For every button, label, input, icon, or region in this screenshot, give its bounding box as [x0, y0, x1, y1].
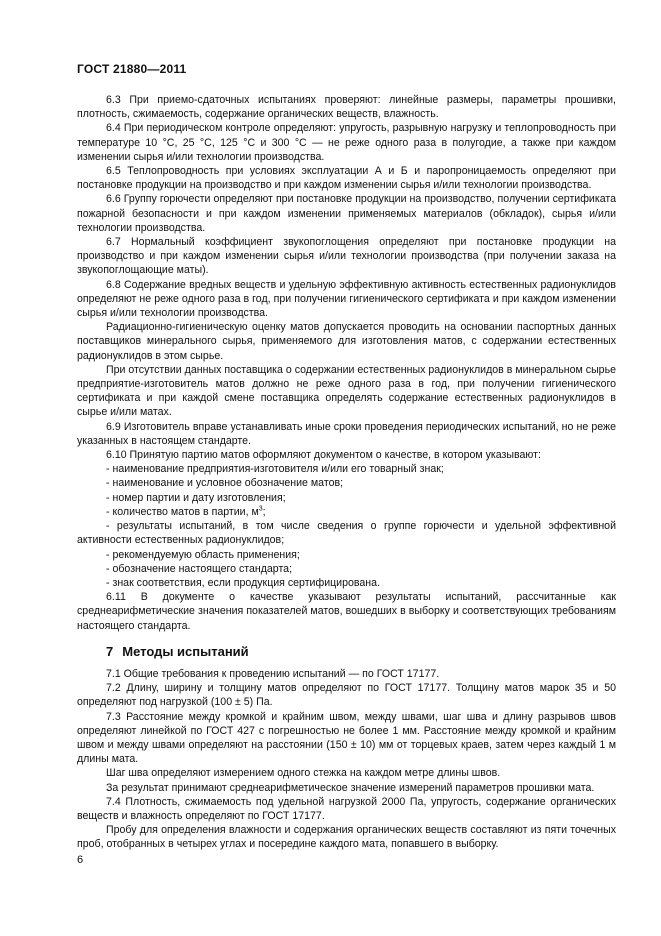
document-header: ГОСТ 21880—2011 — [77, 62, 187, 76]
list-item: - наименование и условное обозначение матов; — [106, 477, 344, 490]
quantity-superscript: 3 — [258, 505, 263, 513]
paragraph-7-2: 7.2 Длину, ширину и толщину матов определяют по ГОСТ 17177. Толщину матов марок 35 и 50 определяют под нагрузкой (100 ± 5) Па. — [77, 682, 616, 709]
paragraph-6-6: 6.6 Группу горючести определяют при постановке продукции на производство, получении сертификата пожарной безопасности и при каждом изменении применяемых материалов (обкладок), сырья и/или технологии производства. — [77, 193, 616, 234]
section-number: 7 — [106, 643, 114, 659]
list-item: - рекомендуемую область применения; — [106, 548, 300, 561]
paragraph-supplier-data: При отсутствии данных поставщика о содержании естественных радионуклидов в минеральном сырье предприятие-изготовитель матов должно не реже одного раза в год, при получении гигиенического сертификата и при каждой смене поставщика определять содержание естественных радионуклидов в сырье и/или матах. — [77, 363, 616, 419]
paragraph-6-10: 6.10 Принятую партию матов оформляют документом о качестве, в котором указывают: — [106, 449, 541, 462]
paragraph-result: За результат принимают среднеарифметическое значение измерений параметров прошивки мата. — [106, 781, 595, 794]
section-7-heading — [77, 645, 616, 659]
paragraph-6-9: 6.9 Изготовитель вправе устанавливать иные сроки проведения периодических испытаний, но не реже указанных в настоящем стандарте. — [77, 420, 616, 447]
paragraph-radiation-assessment: Радиационно-гигиеническую оценку матов допускается проводить на основании паспортных данных поставщиков минерального сырья, применяемого для изготовления матов, с содержании естественных радионуклидов в этом сырье. — [77, 321, 616, 362]
quantity-text: - количество матов в партии, м — [106, 505, 259, 518]
list-item: - знак соответствия, если продукция сертифицирована. — [106, 576, 380, 589]
paragraph-seam-step: Шаг шва определяют измерением одного стежка на каждом метре длины швов. — [106, 767, 501, 780]
paragraph-7-3: 7.3 Расстояние между кромкой и крайним швом, между швами, шаг шва и длину разрывов швов определяют линейкой по ГОСТ 427 с погрешностью не более 1 мм. Расстояние между кромкой и крайним швом и между швами определяют на расстоянии (150 ± 10) мм от торцевых краев, затем через каждый 1 м длины мата. — [77, 710, 616, 766]
paragraph-6-5: 6.5 Теплопроводность при условиях эксплуатации А и Б и паропроницаемость определяют при постановке продукции на производство и при каждом изменении сырья и/или технологии производства. — [77, 165, 616, 192]
list-item-quantity — [77, 505, 616, 519]
paragraph-6-7: 6.7 Нормальный коэффициент звукопоглощения определяют при постановке продукции на производство и при каждом изменении сырья и/или технологии производства (при получении заказа на звукопоглощающие маты). — [77, 236, 616, 277]
page-number: 6 — [77, 854, 84, 866]
paragraph-6-8: 6.8 Содержание вредных веществ и удельную эффективную активность естественных радионуклидов определяют не реже одного раза в год, при получении гигиенического сертификата и при каждом изменении сырья и/или технологии производства. — [77, 278, 616, 320]
document-body — [77, 93, 616, 852]
paragraph-6-4: 6.4 При периодическом контроле определяют: упругость, разрывную нагрузку и теплопроводность при температуре 10 °C, 25 °C, 125 °C и 300 °C — не реже одного раза в полугодие, а также при каждом изменении сырья и/или технологии производства. — [77, 122, 616, 163]
paragraph-sample: Пробу для определения влажности и содержания органических веществ составляют из пяти точечных проб, отобранных в четырех углах и посередине каждого мата, попавшего в выборку. — [77, 824, 616, 851]
paragraph-6-3: 6.3 При приемо-сдаточных испытаниях проверяют: линейные размеры, параметры прошивки, плотность, сжимаемость, содержание органических веществ, влажность. — [77, 94, 616, 121]
list-item: - наименование предприятия-изготовителя и/или его товарный знак; — [106, 463, 444, 476]
list-item: - номер партии и дату изготовления; — [106, 491, 286, 504]
paragraph-7-1: 7.1 Общие требования к проведению испытаний — по ГОСТ 17177. — [106, 667, 440, 680]
paragraph-6-11: 6.11 В документе о качестве указывают результаты испытаний, рассчитанные как среднеарифметические значения показателей матов, вошедших в выборку и соответствующих требованиям настоящего стандарта. — [77, 591, 616, 632]
paragraph-7-4: 7.4 Плотность, сжимаемость под удельной нагрузкой 2000 Па, упругость, содержание органических веществ и влажность определяют по ГОСТ 17177. — [77, 795, 616, 822]
section-title: Методы испытаний — [122, 643, 249, 659]
list-item: - обозначение настоящего стандарта; — [106, 562, 293, 575]
list-item: - результаты испытаний, в том числе сведения о группе горючести и удельной эффективной активности естественных радионуклидов; — [77, 520, 616, 547]
quantity-tail: ; — [262, 505, 266, 518]
